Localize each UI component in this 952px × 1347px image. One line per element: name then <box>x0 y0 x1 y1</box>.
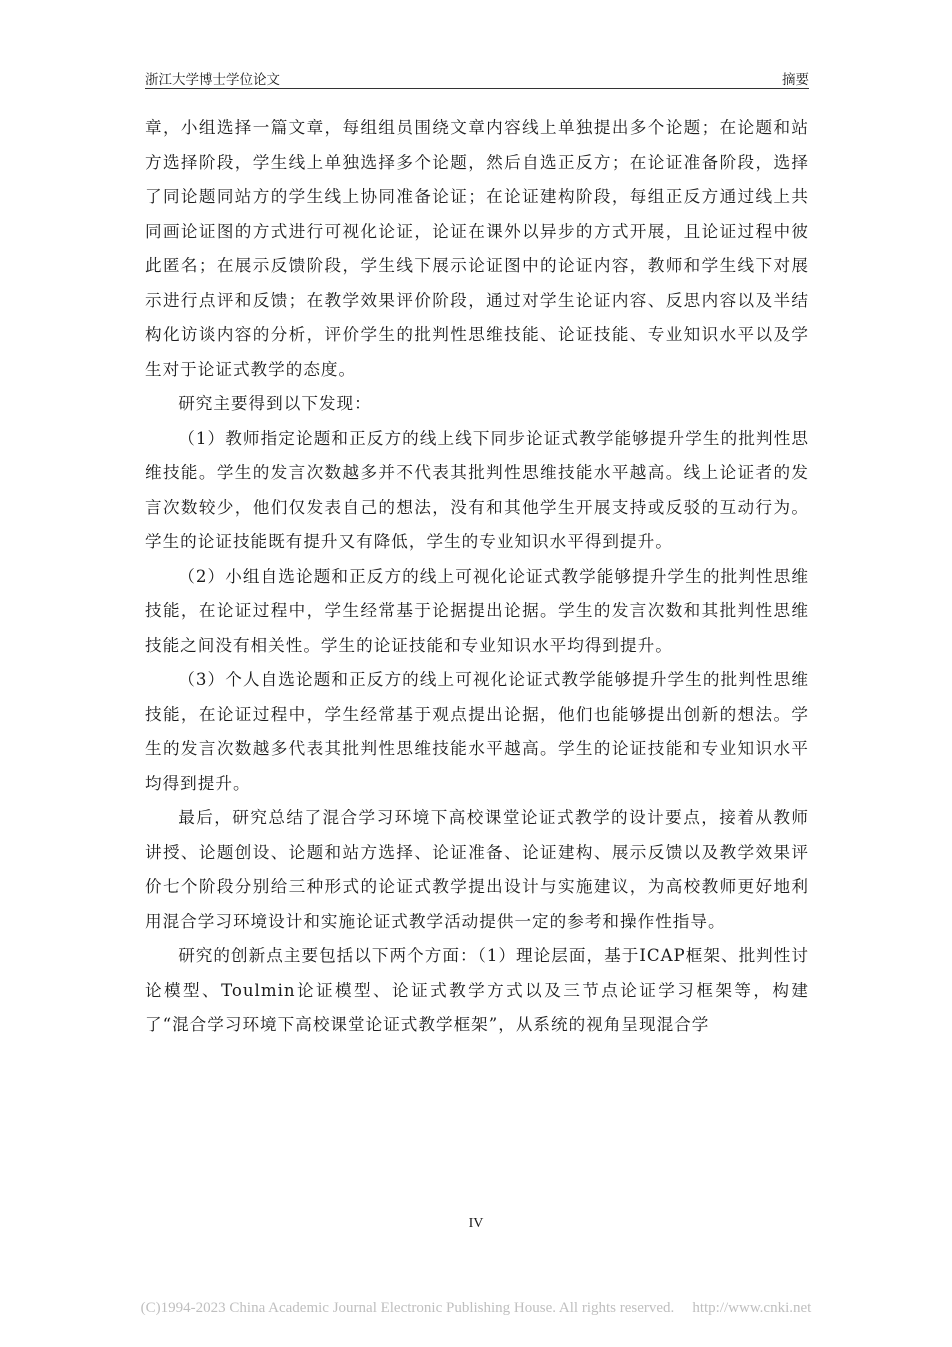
paragraph-conclusion: 最后，研究总结了混合学习环境下高校课堂论证式教学的设计要点，接着从教师讲授、论题创设、论题和站方选择、论证准备、论证建构、展示反馈以及教学效果评价七个阶段分别给三种形式的论证式教学提出设计与实施建议，为高校教师更好地利用混合学习环境设计和实施论证式教学活动提供一定的参考和操作性指导。 <box>145 808 809 931</box>
page-number: IV <box>468 1216 484 1231</box>
paragraph-continuation: 章，小组选择一篇文章，每组组员围绕文章内容线上单独提出多个论题；在论题和站方选择阶段，学生线上单独选择多个论题，然后自选正反方；在论证准备阶段，选择了同论题同站方的学生线上协同准备论证；在论证建构阶段，每组正反方通过线上共同画论证图的方式进行可视化论证，论证在课外以异步的方式开展，且论证过程中彼此匿名；在展示反馈阶段，学生线下展示论证图中的论证内容，教师和学生线下对展示进行点评和反馈；在教学效果评价阶段，通过对学生论证内容、反思内容以及半结构化访谈内容的分析，评价学生的批判性思维技能、论证技能、专业知识水平以及学生对于论证式教学的态度。 <box>145 118 809 379</box>
paragraph-findings-intro: 研究主要得到以下发现： <box>178 394 372 413</box>
paragraph-finding-3: （3）个人自选论题和正反方的线上可视化论证式教学能够提升学生的批判性思维技能，在论证过程中，学生经常基于观点提出论据，他们也能够提出创新的想法。学生的发言次数越多代表其批判性思维技能水平越高。学生的论证技能和专业知识水平均得到提升。 <box>145 670 809 793</box>
copyright-text: (C)1994-2023 China Academic Journal Electronic Publishing House. All rights reserved. <box>140 1300 675 1316</box>
paragraph-innovation: 研究的创新点主要包括以下两个方面：（1）理论层面，基于ICAP框架、批判性讨论模型、Toulmin论证模型、论证式教学方式以及三节点论证学习框架等，构建了“混合学习环境下高校课堂论证式教学框架”，从系统的视角呈现混合学 <box>145 946 809 1034</box>
abstract-body <box>145 111 809 1043</box>
running-header <box>145 66 809 89</box>
paragraph-finding-2: （2）小组自选论题和正反方的线上可视化论证式教学能够提升学生的批判性思维技能，在论证过程中，学生经常基于论据提出论据。学生的发言次数和其批判性思维技能之间没有相关性。学生的论证技能和专业知识水平均得到提升。 <box>145 566 809 655</box>
copyright-footer <box>0 1300 952 1317</box>
footer-url: http://www.cnki.net <box>692 1300 812 1316</box>
header-section-title: 摘要 <box>782 72 809 88</box>
paragraph-finding-1: （1）教师指定论题和正反方的线上线下同步论证式教学能够提升学生的批判性思维技能。学生的发言次数越多并不代表其批判性思维技能水平越高。线上论证者的发言次数较少，他们仅发表自己的想法，没有和其他学生开展支持或反驳的互动行为。学生的论证技能既有提升又有降低，学生的专业知识水平得到提升。 <box>145 428 809 551</box>
header-thesis-title: 浙江大学博士学位论文 <box>145 72 280 88</box>
